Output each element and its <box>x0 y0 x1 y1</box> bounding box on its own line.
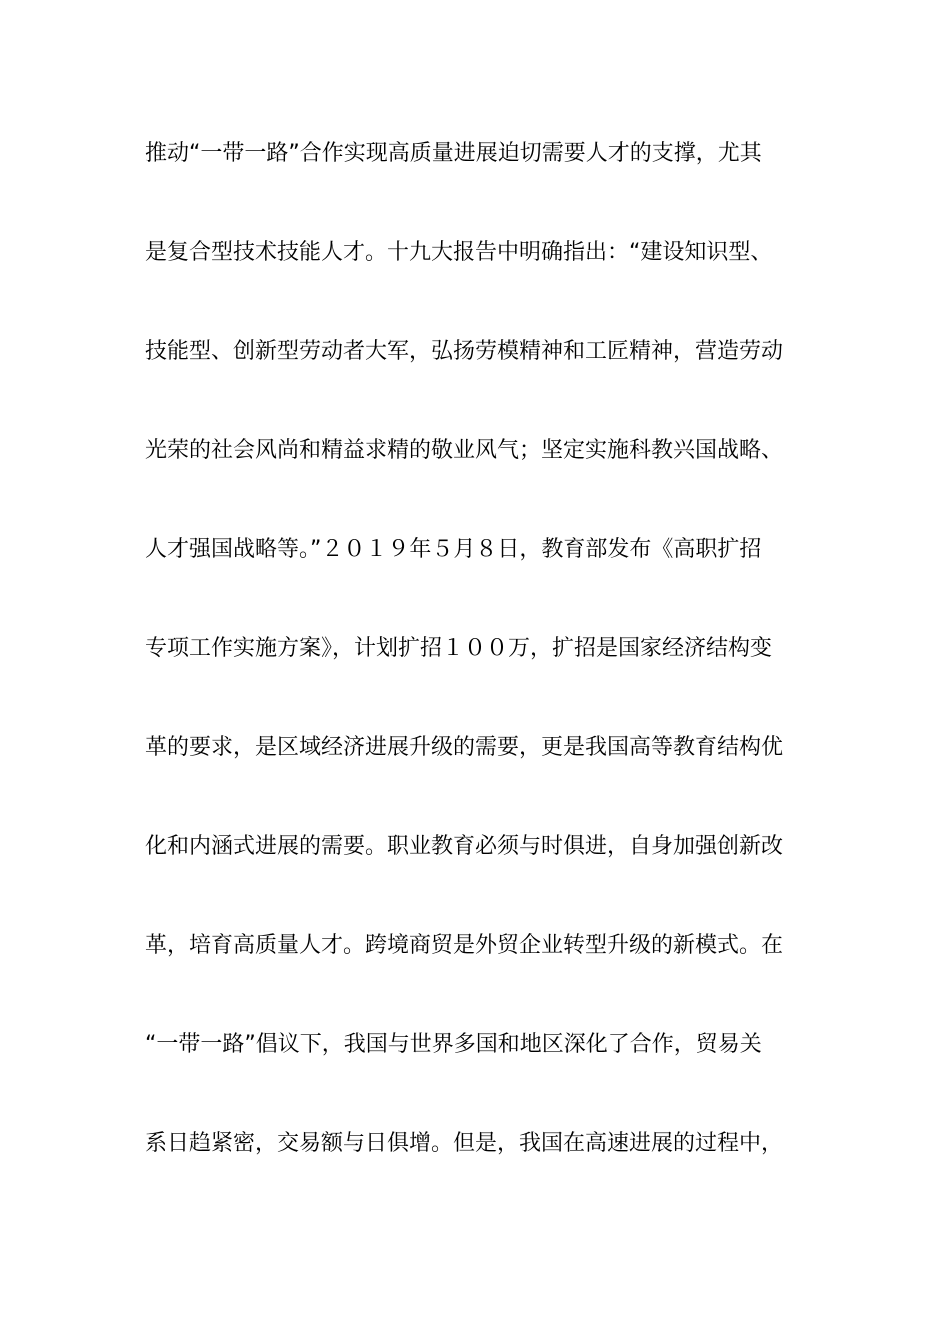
text-line: 推动“一带一路”合作实现高质量进展迫切需要人才的支撑，尤其 <box>145 141 762 166</box>
text-line: 人才强国战略等。”２０１９年５月８日，教育部发布《高职扩招 <box>145 537 762 562</box>
text-line: 是复合型技术技能人才。十九大报告中明确指出：“建设知识型、 <box>145 240 773 265</box>
text-line: 技能型、创新型劳动者大军，弘扬劳模精神和工匠精神，营造劳动 <box>145 339 784 364</box>
text-line: 革，培育高质量人才。跨境商贸是外贸企业转型升级的新模式。在 <box>145 933 784 958</box>
text-line: 革的要求，是区域经济进展升级的需要，更是我国高等教育结构优 <box>145 735 784 760</box>
text-line: 专项工作实施方案》，计划扩招１００万，扩招是国家经济结构变 <box>145 636 773 661</box>
text-line: 化和内涵式进展的需要。职业教育必须与时俱进，自身加强创新改 <box>145 834 784 859</box>
text-line: “一带一路”倡议下，我国与世界多国和地区深化了合作，贸易关 <box>145 1032 762 1057</box>
text-line: 光荣的社会风尚和精益求精的敬业风气；坚定实施科教兴国战略、 <box>145 438 784 463</box>
body-paragraph <box>145 134 815 1223</box>
text-line: 系日趋紧密，交易额与日俱增。但是，我国在高速进展的过程中， <box>145 1131 784 1156</box>
